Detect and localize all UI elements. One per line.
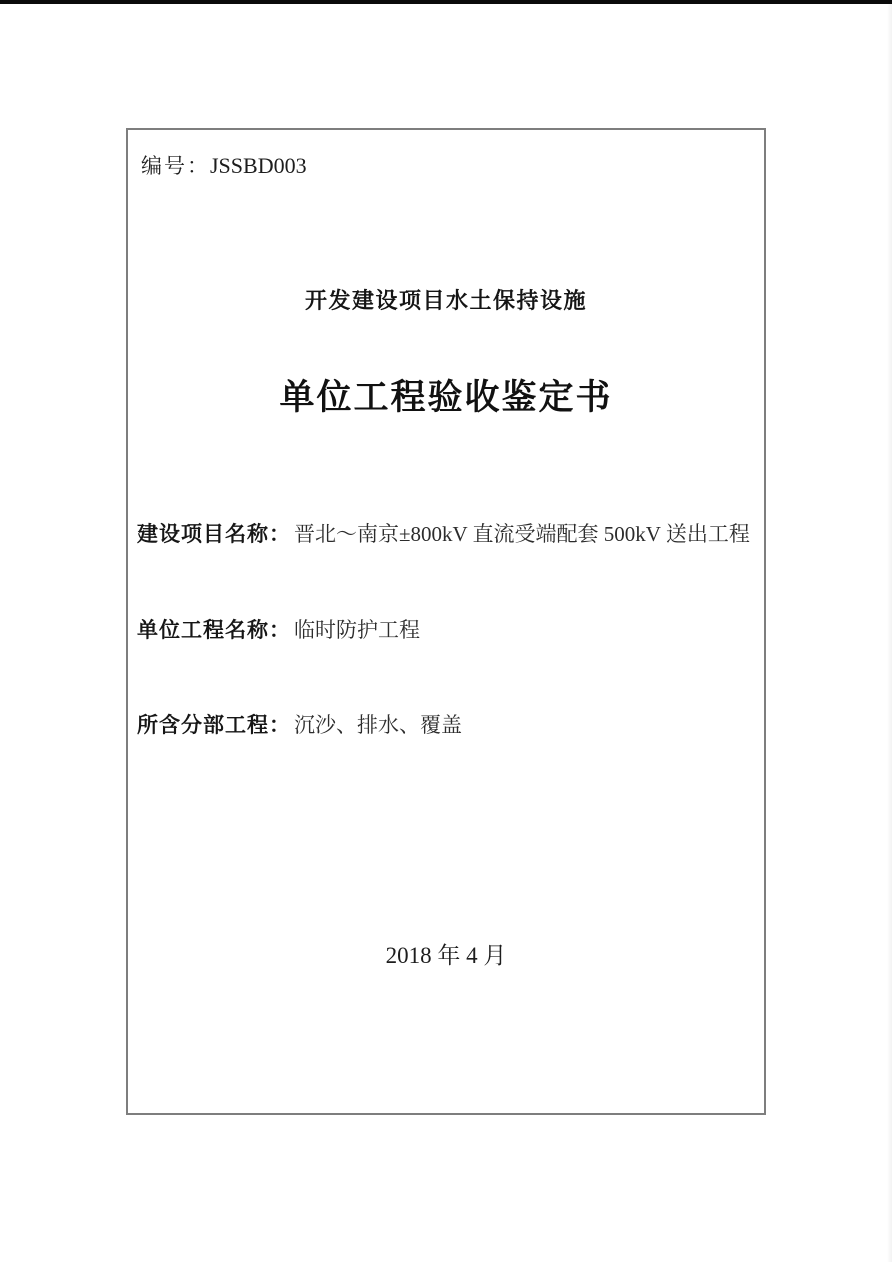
unit-project-name-label: 单位工程名称： (137, 618, 291, 642)
serial-number-value: JSSBD003 (210, 153, 307, 178)
field-row-unit-project-name (137, 616, 420, 644)
document-title: 单位工程验收鉴定书 (279, 378, 613, 417)
document-supertitle: 开发建设项目水土保持设施 (304, 288, 587, 313)
included-subprojects-value: 沉沙、排水、覆盖 (294, 713, 462, 737)
included-subprojects-label: 所含分部工程： (137, 713, 291, 737)
project-name-label: 建设项目名称： (137, 522, 291, 546)
scan-edge-artifact-top (0, 0, 892, 4)
serial-number-label: 编号： (141, 154, 210, 178)
serial-number-row (141, 152, 307, 180)
document-date: 2018 年 4 月 (385, 943, 507, 968)
document-frame (126, 128, 766, 1115)
field-row-project-name (137, 520, 750, 548)
scan-edge-artifact-right (887, 0, 892, 1262)
field-row-included-subprojects (137, 711, 462, 739)
project-name-value: 晋北～南京±800kV 直流受端配套 500kV 送出工程 (294, 522, 750, 546)
unit-project-name-value: 临时防护工程 (294, 618, 420, 642)
